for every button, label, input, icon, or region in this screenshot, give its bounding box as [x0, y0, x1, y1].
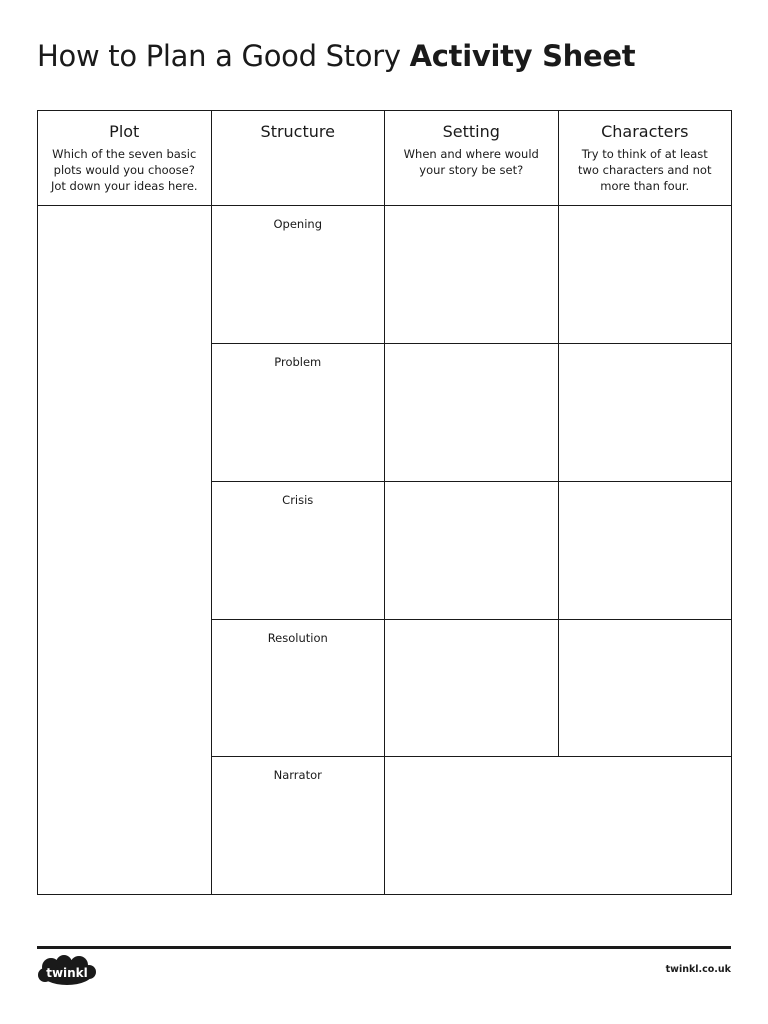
structure-label-narrator: Narrator — [273, 768, 322, 783]
characters-writing-area[interactable] — [558, 619, 732, 757]
title-light: How to Plan a Good Story — [37, 39, 401, 73]
header-plot — [38, 111, 212, 206]
desc-plot-line: Jot down your ideas here. — [50, 179, 198, 193]
desc-plot — [38, 146, 211, 194]
header-structure — [211, 111, 385, 206]
structure-cell-opening — [211, 206, 385, 344]
structure-cell-narrator — [211, 757, 385, 895]
title-bold: Activity Sheet — [409, 39, 636, 73]
desc-setting — [385, 146, 558, 178]
characters-writing-area[interactable] — [558, 206, 732, 344]
characters-writing-area[interactable] — [558, 344, 732, 482]
heading-plot: Plot — [109, 122, 140, 141]
desc-characters-line: more than four. — [600, 179, 690, 193]
structure-label-resolution: Resolution — [267, 630, 328, 645]
footer-divider — [37, 946, 731, 949]
structure-cell-problem — [211, 344, 385, 482]
setting-writing-area[interactable] — [385, 206, 559, 344]
plot-writing-area[interactable] — [38, 206, 212, 895]
desc-characters-line: two characters and not — [578, 163, 712, 177]
characters-writing-area[interactable] — [558, 481, 732, 619]
logo-text: twinkl — [46, 966, 88, 980]
structure-label-crisis: Crisis — [282, 492, 314, 507]
footer-site-url[interactable]: twinkl.co.uk — [665, 964, 731, 975]
twinkl-logo-icon — [37, 955, 97, 989]
header-setting — [385, 111, 559, 206]
setting-writing-area[interactable] — [385, 481, 559, 619]
desc-setting-line: your story be set? — [419, 163, 524, 177]
desc-plot-line: Which of the seven basic — [52, 147, 197, 161]
narrator-writing-area[interactable] — [385, 757, 732, 895]
structure-label-problem: Problem — [274, 355, 322, 370]
structure-cell-resolution — [211, 619, 385, 757]
heading-structure: Structure — [260, 122, 335, 141]
setting-writing-area[interactable] — [385, 344, 559, 482]
structure-label-opening: Opening — [273, 217, 322, 232]
header-row — [38, 111, 732, 206]
heading-setting: Setting — [442, 122, 500, 141]
setting-writing-area[interactable] — [385, 619, 559, 757]
desc-plot-line: plots would you choose? — [53, 163, 195, 177]
page-title — [37, 36, 635, 76]
desc-characters-line: Try to think of at least — [581, 147, 708, 161]
header-characters — [558, 111, 732, 206]
heading-characters: Characters — [601, 122, 689, 141]
story-plan-table — [37, 110, 732, 895]
row-opening — [38, 206, 732, 344]
desc-characters — [559, 146, 732, 194]
desc-setting-line: When and where would — [403, 147, 539, 161]
structure-cell-crisis — [211, 481, 385, 619]
